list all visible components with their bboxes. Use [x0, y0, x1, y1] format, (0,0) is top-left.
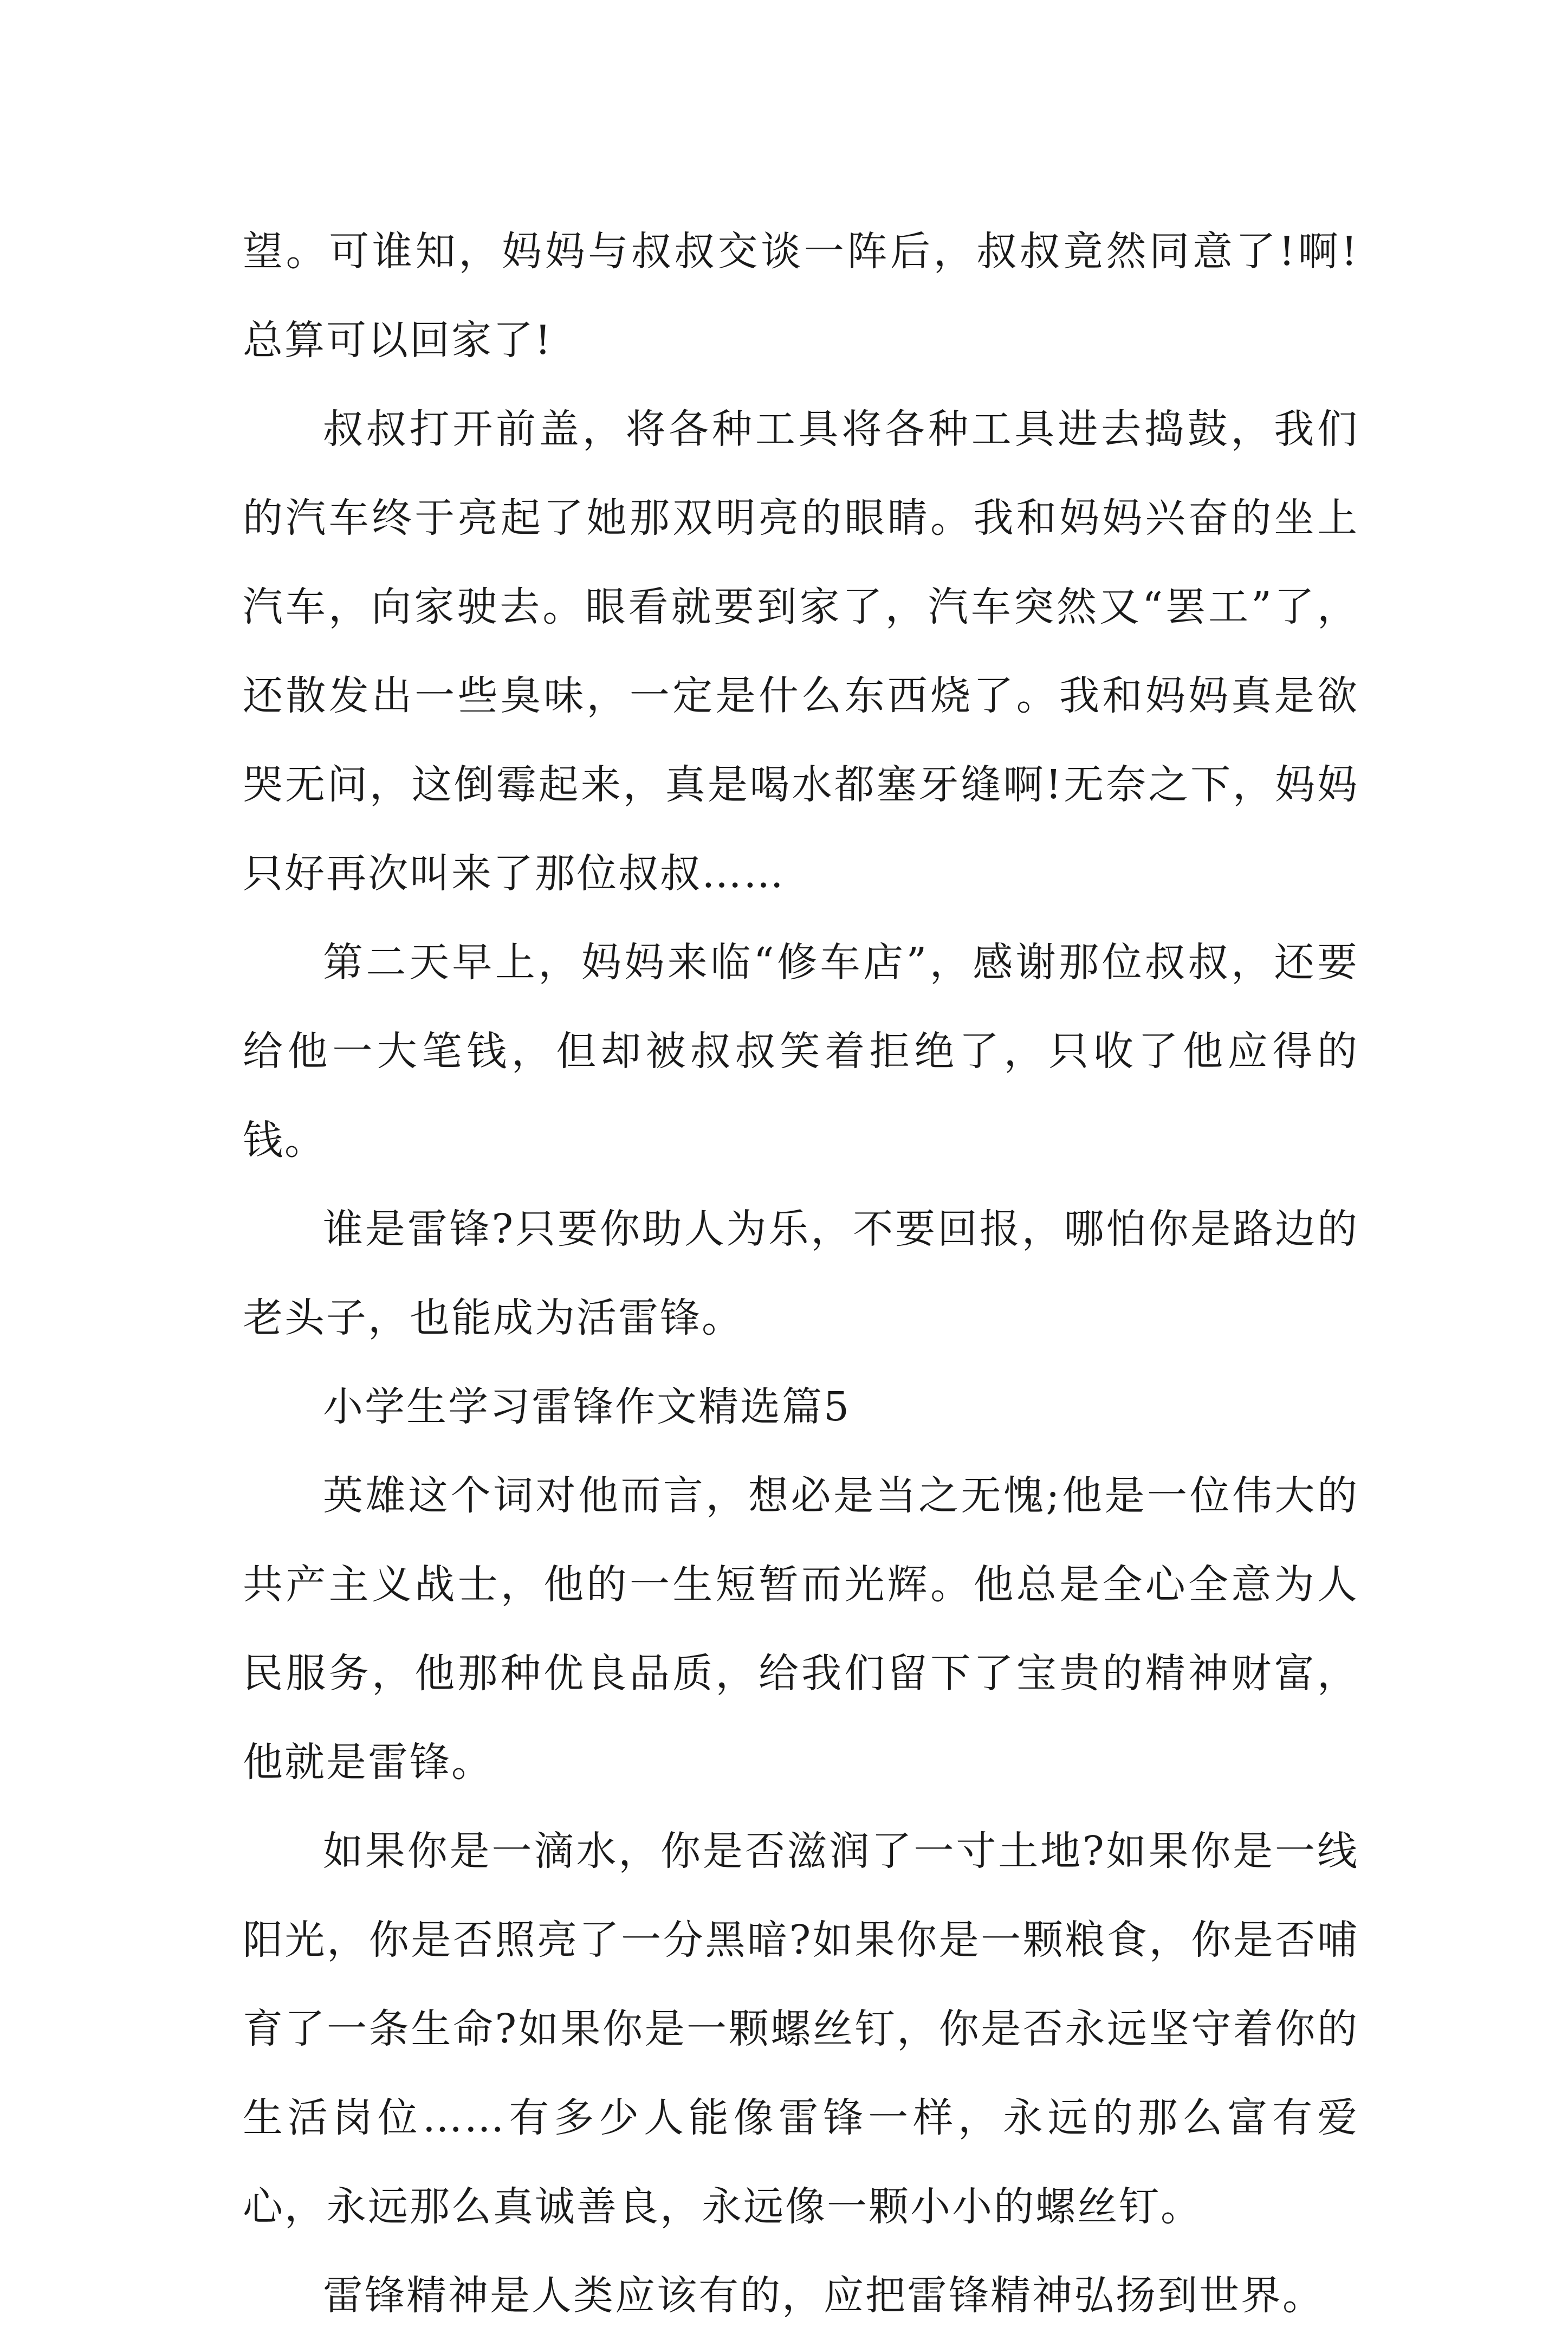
- paragraph-7: 雷锋精神是人类应该有的，应把雷锋精神弘扬到世界。: [323, 2272, 1324, 2319]
- paragraph-4: 谁是雷锋?只要你助人为乐，不要回报，哪怕你是路边的老头子，也能成为活雷锋。: [243, 1206, 1359, 1341]
- paragraph-3: 第二天早上，妈妈来临“修车店”，感谢那位叔叔，还要给他一大笔钱，但却被叔叔笑着拒绝了，只收了他应得的钱。: [243, 939, 1359, 1163]
- paragraph-5: 英雄这个词对他而言，想必是当之无愧;他是一位伟大的共产主义战士，他的一生短暂而光辉。他总是全心全意为人民服务，他那种优良品质，给我们留下了宝贵的精神财富，他就是雷锋。: [243, 1472, 1359, 1786]
- paragraph-1: 望。可谁知，妈妈与叔叔交谈一阵后，叔叔竟然同意了!啊!总算可以回家了!: [243, 228, 1359, 364]
- paragraph-6: 如果你是一滴水，你是否滋润了一寸土地?如果你是一线阳光，你是否照亮了一分黑暗?如果你是一颗粮食，你是否哺育了一条生命?如果你是一颗螺丝钉，你是否永远坚守着你的生活岗位……有多少人能像雷锋一样，永远的那么富有爱心，永远那么真诚善良，永远像一颗小小的螺丝钉。: [243, 1828, 1359, 2230]
- section-title: 小学生学习雷锋作文精选篇5: [323, 1384, 851, 1430]
- document-body: [243, 207, 1359, 2340]
- paragraph-2: 叔叔打开前盖，将各种工具将各种工具进去捣鼓，我们的汽车终于亮起了她那双明亮的眼睛。我和妈妈兴奋的坐上汽车，向家驶去。眼看就要到家了，汽车突然又“罢工”了，还散发出一些臭味，一定是什么东西烧了。我和妈妈真是欲哭无问，这倒霉起来，真是喝水都塞牙缝啊!无奈之下，妈妈只好再次叫来了那位叔叔……: [243, 406, 1359, 897]
